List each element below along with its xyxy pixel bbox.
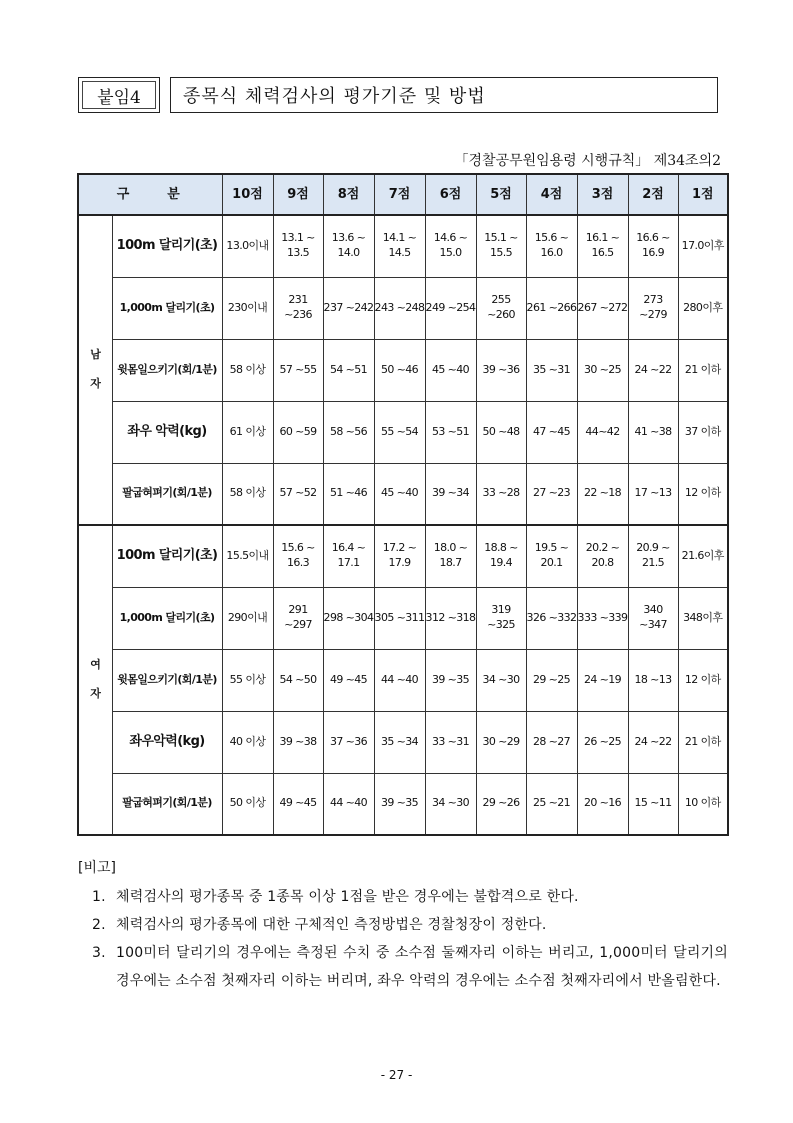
- grade-cell: 20 ~16: [577, 773, 628, 835]
- remark-text: 체력검사의 평가종목에 대한 구체적인 측정방법은 경찰청장이 정한다.: [116, 917, 547, 933]
- event-name: 윗몸일으키기(회/1분): [112, 339, 222, 401]
- grade-cell: 58 ~56: [323, 401, 374, 463]
- grade-cell: 18.8 ~ 19.4: [476, 525, 526, 587]
- remark-number: 3.: [92, 945, 106, 961]
- grade-cell: 49 ~45: [273, 773, 323, 835]
- grade-cell: 15 ~11: [628, 773, 678, 835]
- table-row: [78, 773, 728, 835]
- event-name: 100m 달리기(초): [112, 215, 222, 277]
- event-name: 좌우 악력(kg): [112, 401, 222, 463]
- grade-cell: 29 ~25: [526, 649, 577, 711]
- grade-cell: 34 ~30: [425, 773, 476, 835]
- grade-cell: 326 ~332: [526, 587, 577, 649]
- grade-cell: 60 ~59: [273, 401, 323, 463]
- grade-cell: 10 이하: [678, 773, 728, 835]
- grade-cell: 47 ~45: [526, 401, 577, 463]
- grade-cell: 44 ~40: [323, 773, 374, 835]
- grade-cell: 273 ~279: [628, 277, 678, 339]
- table-row: [78, 649, 728, 711]
- grade-header-4: 4점: [526, 174, 577, 215]
- event-name: 팔굽혀펴기(회/1분): [112, 463, 222, 525]
- male-group-label: 남 자: [78, 215, 112, 525]
- table-row: [78, 215, 728, 277]
- grade-cell: 25 ~21: [526, 773, 577, 835]
- grade-cell: 305 ~311: [374, 587, 425, 649]
- event-name: 1,000m 달리기(초): [112, 277, 222, 339]
- page-number: - 27 -: [380, 1068, 413, 1082]
- grade-cell: 340 ~347: [628, 587, 678, 649]
- grade-cell: 41 ~38: [628, 401, 678, 463]
- fitness-grade-table: [77, 173, 729, 836]
- grade-cell: 333 ~339: [577, 587, 628, 649]
- table-row: [78, 525, 728, 587]
- grade-cell: 13.6 ~ 14.0: [323, 215, 374, 277]
- grade-cell: 39 ~36: [476, 339, 526, 401]
- grade-header-row: [78, 174, 728, 215]
- grade-header-5: 5점: [476, 174, 526, 215]
- grade-cell: 15.5이내: [222, 525, 273, 587]
- remark-number: 1.: [92, 889, 106, 905]
- remarks-list: [78, 883, 728, 995]
- grade-cell: 255 ~260: [476, 277, 526, 339]
- grade-cell: 21 이하: [678, 339, 728, 401]
- grade-header-6: 6점: [425, 174, 476, 215]
- category-header: 구 분: [78, 174, 222, 215]
- grade-cell: 21 이하: [678, 711, 728, 773]
- grade-cell: 45 ~40: [374, 463, 425, 525]
- grade-cell: 12 이하: [678, 649, 728, 711]
- grade-cell: 20.9 ~ 21.5: [628, 525, 678, 587]
- grade-cell: 21.6이후: [678, 525, 728, 587]
- event-name: 윗몸일으키기(회/1분): [112, 649, 222, 711]
- grade-cell: 54 ~50: [273, 649, 323, 711]
- table-row: [78, 277, 728, 339]
- grade-cell: 14.6 ~ 15.0: [425, 215, 476, 277]
- grade-cell: 280이후: [678, 277, 728, 339]
- grade-cell: 19.5 ~ 20.1: [526, 525, 577, 587]
- grade-cell: 267 ~272: [577, 277, 628, 339]
- remark-item: [78, 883, 728, 911]
- grade-cell: 22 ~18: [577, 463, 628, 525]
- grade-header-10: 10점: [222, 174, 273, 215]
- grade-cell: 33 ~31: [425, 711, 476, 773]
- grade-cell: 30 ~25: [577, 339, 628, 401]
- grade-cell: 39 ~35: [374, 773, 425, 835]
- remark-text: 100미터 달리기의 경우에는 측정된 수치 중 소수점 둘째자리 이하는 버리고, 1,000미터 달리기의 경우에는 소수점 첫째자리 이하는 버리며, 좌우 악력의 경우에는 소수점 첫째자리에서 반올림한다.: [116, 945, 728, 989]
- grade-cell: 50 이상: [222, 773, 273, 835]
- grade-cell: 312 ~318: [425, 587, 476, 649]
- grade-cell: 24 ~19: [577, 649, 628, 711]
- grade-cell: 18.0 ~ 18.7: [425, 525, 476, 587]
- grade-header-9: 9점: [273, 174, 323, 215]
- grade-cell: 58 이상: [222, 463, 273, 525]
- grade-cell: 230이내: [222, 277, 273, 339]
- grade-cell: 16.1 ~ 16.5: [577, 215, 628, 277]
- grade-cell: 231 ~236: [273, 277, 323, 339]
- grade-cell: 39 ~38: [273, 711, 323, 773]
- grade-header-7: 7점: [374, 174, 425, 215]
- grade-cell: 44 ~40: [374, 649, 425, 711]
- remark-item: [78, 939, 728, 995]
- grade-cell: 16.4 ~ 17.1: [323, 525, 374, 587]
- table-row: [78, 463, 728, 525]
- grade-cell: 13.1 ~ 13.5: [273, 215, 323, 277]
- grade-cell: 49 ~45: [323, 649, 374, 711]
- grade-cell: 57 ~52: [273, 463, 323, 525]
- grade-cell: 51 ~46: [323, 463, 374, 525]
- grade-cell: 44~42: [577, 401, 628, 463]
- grade-cell: 16.6 ~ 16.9: [628, 215, 678, 277]
- grade-cell: 35 ~31: [526, 339, 577, 401]
- grade-header-1: 1점: [678, 174, 728, 215]
- grade-cell: 15.6 ~ 16.3: [273, 525, 323, 587]
- remarks-section: [78, 857, 728, 995]
- grade-cell: 27 ~23: [526, 463, 577, 525]
- grade-cell: 18 ~13: [628, 649, 678, 711]
- grade-cell: 24 ~22: [628, 711, 678, 773]
- grade-cell: 14.1 ~ 14.5: [374, 215, 425, 277]
- grade-cell: 45 ~40: [425, 339, 476, 401]
- remarks-heading: [비고]: [78, 860, 116, 876]
- grade-cell: 291 ~297: [273, 587, 323, 649]
- table-row: [78, 587, 728, 649]
- grade-header-8: 8점: [323, 174, 374, 215]
- grade-cell: 24 ~22: [628, 339, 678, 401]
- grade-header-3: 3점: [577, 174, 628, 215]
- grade-cell: 57 ~55: [273, 339, 323, 401]
- grade-cell: 15.6 ~ 16.0: [526, 215, 577, 277]
- grade-cell: 61 이상: [222, 401, 273, 463]
- legal-reference: 「경찰공무원임용령 시행규칙」 제34조의2: [454, 153, 721, 169]
- grade-cell: 17.0이후: [678, 215, 728, 277]
- grade-cell: 58 이상: [222, 339, 273, 401]
- grade-cell: 298 ~304: [323, 587, 374, 649]
- grade-cell: 54 ~51: [323, 339, 374, 401]
- grade-cell: 26 ~25: [577, 711, 628, 773]
- grade-cell: 261 ~266: [526, 277, 577, 339]
- grade-cell: 50 ~48: [476, 401, 526, 463]
- grade-cell: 40 이상: [222, 711, 273, 773]
- grade-cell: 50 ~46: [374, 339, 425, 401]
- grade-cell: 29 ~26: [476, 773, 526, 835]
- table-row: [78, 401, 728, 463]
- grade-cell: 30 ~29: [476, 711, 526, 773]
- grade-cell: 249 ~254: [425, 277, 476, 339]
- table-row: [78, 339, 728, 401]
- event-name: 좌우악력(kg): [112, 711, 222, 773]
- grade-cell: 28 ~27: [526, 711, 577, 773]
- grade-cell: 243 ~248: [374, 277, 425, 339]
- grade-cell: 348이후: [678, 587, 728, 649]
- table-row: [78, 711, 728, 773]
- grade-cell: 17.2 ~ 17.9: [374, 525, 425, 587]
- attachment-badge: 붙임4: [78, 77, 160, 113]
- grade-cell: 15.1 ~ 15.5: [476, 215, 526, 277]
- grade-header-2: 2점: [628, 174, 678, 215]
- remark-number: 2.: [92, 917, 106, 933]
- female-group-label: 여 자: [78, 525, 112, 835]
- grade-cell: 17 ~13: [628, 463, 678, 525]
- grade-cell: 20.2 ~ 20.8: [577, 525, 628, 587]
- event-name: 팔굽혀펴기(회/1분): [112, 773, 222, 835]
- grade-cell: 53 ~51: [425, 401, 476, 463]
- grade-cell: 55 이상: [222, 649, 273, 711]
- grade-cell: 37 이하: [678, 401, 728, 463]
- grade-cell: 319 ~325: [476, 587, 526, 649]
- grade-cell: 290이내: [222, 587, 273, 649]
- event-name: 100m 달리기(초): [112, 525, 222, 587]
- grade-cell: 39 ~35: [425, 649, 476, 711]
- document-title: 종목식 체력검사의 평가기준 및 방법: [170, 77, 718, 113]
- grade-cell: 13.0이내: [222, 215, 273, 277]
- grade-cell: 55 ~54: [374, 401, 425, 463]
- grade-cell: 12 이하: [678, 463, 728, 525]
- grade-cell: 237 ~242: [323, 277, 374, 339]
- event-name: 1,000m 달리기(초): [112, 587, 222, 649]
- grade-cell: 39 ~34: [425, 463, 476, 525]
- grade-cell: 34 ~30: [476, 649, 526, 711]
- remark-text: 체력검사의 평가종목 중 1종목 이상 1점을 받은 경우에는 불합격으로 한다.: [116, 889, 579, 905]
- grade-cell: 37 ~36: [323, 711, 374, 773]
- remark-item: [78, 911, 728, 939]
- grade-cell: 35 ~34: [374, 711, 425, 773]
- grade-cell: 33 ~28: [476, 463, 526, 525]
